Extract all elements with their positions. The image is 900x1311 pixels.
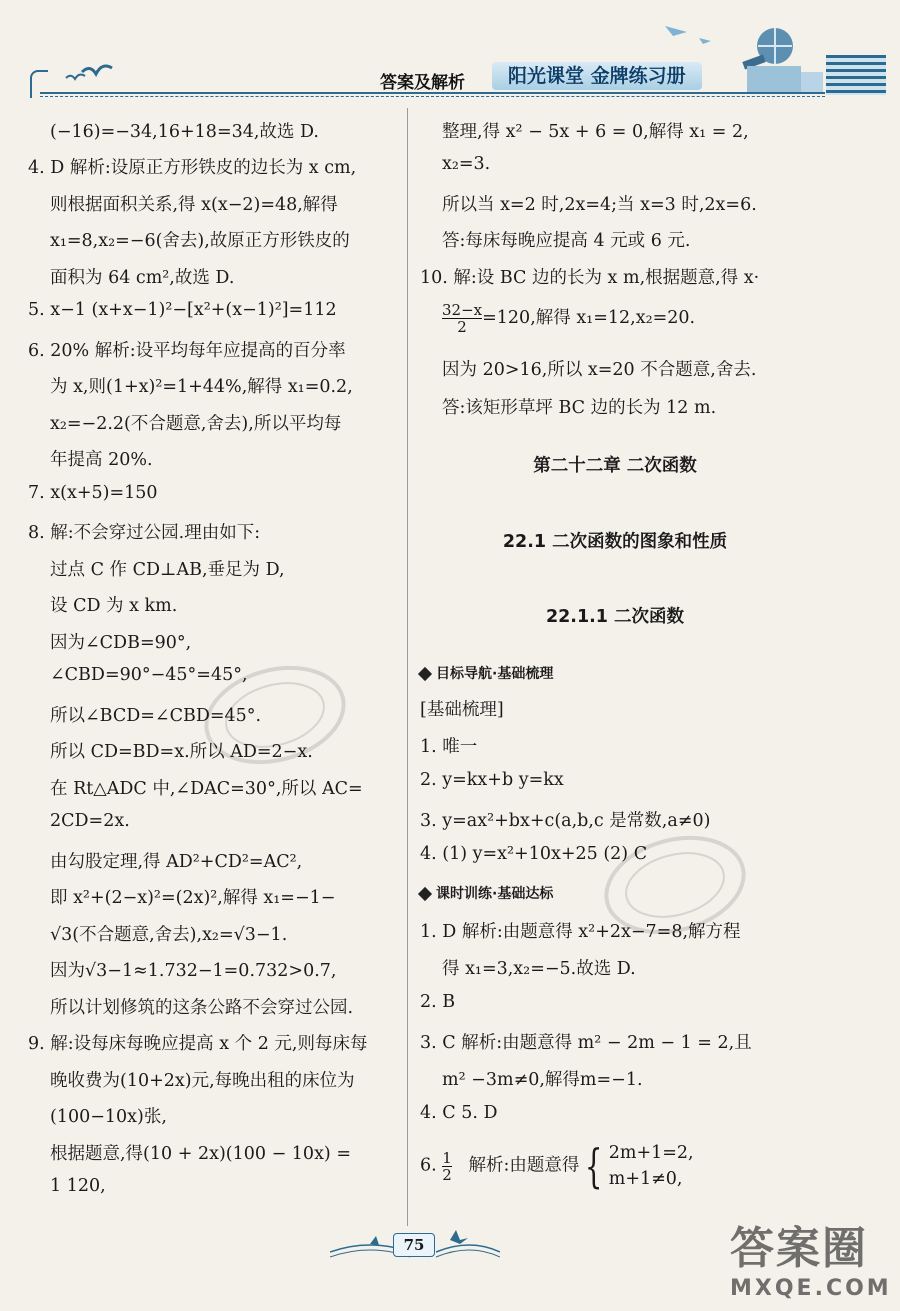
text-line: x₂=−2.2(不合题意,舍去),所以平均每 xyxy=(50,414,342,434)
section-title: 22.1 二次函数的图象和性质 xyxy=(502,532,728,552)
system-equation: m+1≠0, xyxy=(608,1169,683,1189)
basics-answer: 4. (1) y=x²+10x+25 (2) C xyxy=(420,844,648,864)
basics-answer: 2. y=kx+b y=kx xyxy=(420,770,564,790)
header-rule xyxy=(40,92,825,94)
header-dashed-rule xyxy=(40,96,825,97)
fraction xyxy=(442,1150,452,1183)
training-answer: 2. B xyxy=(420,992,456,1012)
globe-telescope-icon xyxy=(665,14,825,94)
text-line: 得 x₁=3,x₂=−5.故选 D. xyxy=(442,959,636,979)
answer-10: 10. 解:设 BC 边的长为 x m,根据题意,得 x· xyxy=(420,268,760,288)
page-number: 75 xyxy=(393,1233,435,1257)
text-line: 所以 CD=BD=x.所以 AD=2−x. xyxy=(50,742,313,762)
text-line: 所以当 x=2 时,2x=4;当 x=3 时,2x=6. xyxy=(442,195,757,215)
question-number: 6. xyxy=(420,1155,437,1176)
training-answer: 3. C 解析:由题意得 m² − 2m − 1 = 2,且 xyxy=(420,1033,752,1053)
training-label: 课时训练·基础达标 xyxy=(436,886,554,902)
text-line: m² −3m≠0,解得m=−1. xyxy=(442,1070,643,1090)
text-line: x₁=8,x₂=−6(舍去),故原正方形铁皮的 xyxy=(50,231,350,251)
text-line: 设 CD 为 x km. xyxy=(50,596,178,616)
text-line: 晚收费为(10+2x)元,每晚出租的床位为 xyxy=(50,1071,355,1091)
text-line: ∠CBD=90°−45°=45°, xyxy=(50,665,248,685)
watermark-title: 答案圈 xyxy=(730,1223,868,1274)
text-line: √3(不合题意,舍去),x₂=√3−1. xyxy=(50,925,288,945)
answer-9: 9. 解:设每床每晚应提高 x 个 2 元,则每床每 xyxy=(28,1034,368,1054)
text-line: 答:该矩形草坪 BC 边的长为 12 m. xyxy=(442,398,717,418)
text-line: 由勾股定理,得 AD²+CD²=AC², xyxy=(50,852,303,872)
text-line: 因为 20>16,所以 x=20 不合题意,舍去. xyxy=(442,360,757,380)
header-section-label: 答案及解析 xyxy=(380,73,465,93)
header-brand: 阳光课堂 金牌练习册 xyxy=(492,62,702,90)
fraction-denominator: 2 xyxy=(442,1165,452,1184)
basics-answer: 1. 唯一 xyxy=(420,737,478,757)
training-answer-6 xyxy=(420,1140,694,1192)
diamond-bullet-icon xyxy=(418,887,432,901)
text-line: 2CD=2x. xyxy=(50,811,130,831)
text-line: (−16)=−34,16+18=34,故选 D. xyxy=(50,122,319,142)
text-line: =120,解得 x₁=12,x₂=20. xyxy=(482,308,696,328)
answer-5: 5. x−1 (x+x−1)²−[x²+(x−1)²]=112 xyxy=(28,300,337,320)
basics-answer: 3. y=ax²+bx+c(a,b,c 是常数,a≠0) xyxy=(420,811,711,831)
text-line: 因为√3−1≈1.732−1=0.732>0.7, xyxy=(50,961,337,981)
text-line: (100−10x)张, xyxy=(50,1107,167,1127)
answer-6: 6. 20% 解析:设平均每年应提高的百分率 xyxy=(28,341,346,361)
diamond-bullet-icon xyxy=(418,667,432,681)
text-line: 根据题意,得(10 + 2x)(100 − 10x) = xyxy=(50,1144,351,1164)
text-line: 因为∠CDB=90°, xyxy=(50,633,192,653)
equation-system xyxy=(609,1140,694,1192)
answer-4: 4. D 解析:设原正方形铁皮的边长为 x cm, xyxy=(28,158,357,178)
training-heading xyxy=(420,883,553,903)
text-line: 1 120, xyxy=(50,1176,106,1196)
fraction-denominator: 2 xyxy=(442,318,482,335)
fraction xyxy=(442,302,482,335)
fraction-numerator: 32−x xyxy=(442,301,483,319)
system-equation: 2m+1=2, xyxy=(608,1143,694,1163)
text-line: 年提高 20%. xyxy=(50,450,153,470)
fraction-numerator: 1 xyxy=(442,1148,452,1167)
text-line: 在 Rt△ADC 中,∠DAC=30°,所以 AC= xyxy=(50,779,363,799)
seagull-icon xyxy=(62,56,122,86)
text-line: 面积为 64 cm²,故选 D. xyxy=(50,268,235,288)
training-answer: 1. D 解析:由题意得 x²+2x−7=8,解方程 xyxy=(420,922,741,942)
text-line: 答:每床每晚应提高 4 元或 6 元. xyxy=(442,231,691,251)
header-stripes xyxy=(826,55,886,95)
subsection-title: 22.1.1 二次函数 xyxy=(545,607,685,627)
training-answer: 4. C 5. D xyxy=(420,1103,498,1123)
chapter-title: 第二十二章 二次函数 xyxy=(533,456,697,476)
text-line: 整理,得 x² − 5x + 6 = 0,解得 x₁ = 2, xyxy=(442,122,749,142)
q10-equation xyxy=(442,302,695,335)
basics-heading: [基础梳理] xyxy=(420,700,504,720)
column-divider xyxy=(407,108,408,1226)
text-line: 所以计划修筑的这条公路不会穿过公园. xyxy=(50,998,354,1018)
q6-explanation-label: 解析:由题意得 xyxy=(468,1155,580,1176)
goal-nav-heading xyxy=(420,663,553,683)
answer-7: 7. x(x+5)=150 xyxy=(28,483,158,503)
text-line: 为 x,则(1+x)²=1+44%,解得 x₁=0.2, xyxy=(50,377,353,397)
site-watermark xyxy=(730,1212,892,1301)
brace-icon: { xyxy=(585,1139,603,1193)
text-line: 则根据面积关系,得 x(x−2)=48,解得 xyxy=(50,195,338,215)
goal-nav-label: 目标导航·基础梳理 xyxy=(436,666,554,682)
text-line: x₂=3. xyxy=(442,154,491,174)
watermark-url: MXQE.COM xyxy=(730,1276,892,1301)
text-line: 即 x²+(2−x)²=(2x)²,解得 x₁=−1− xyxy=(50,888,336,908)
answer-8: 8. 解:不会穿过公园.理由如下: xyxy=(28,523,261,543)
text-line: 过点 C 作 CD⊥AB,垂足为 D, xyxy=(50,560,285,580)
text-line: 所以∠BCD=∠CBD=45°. xyxy=(50,706,262,726)
